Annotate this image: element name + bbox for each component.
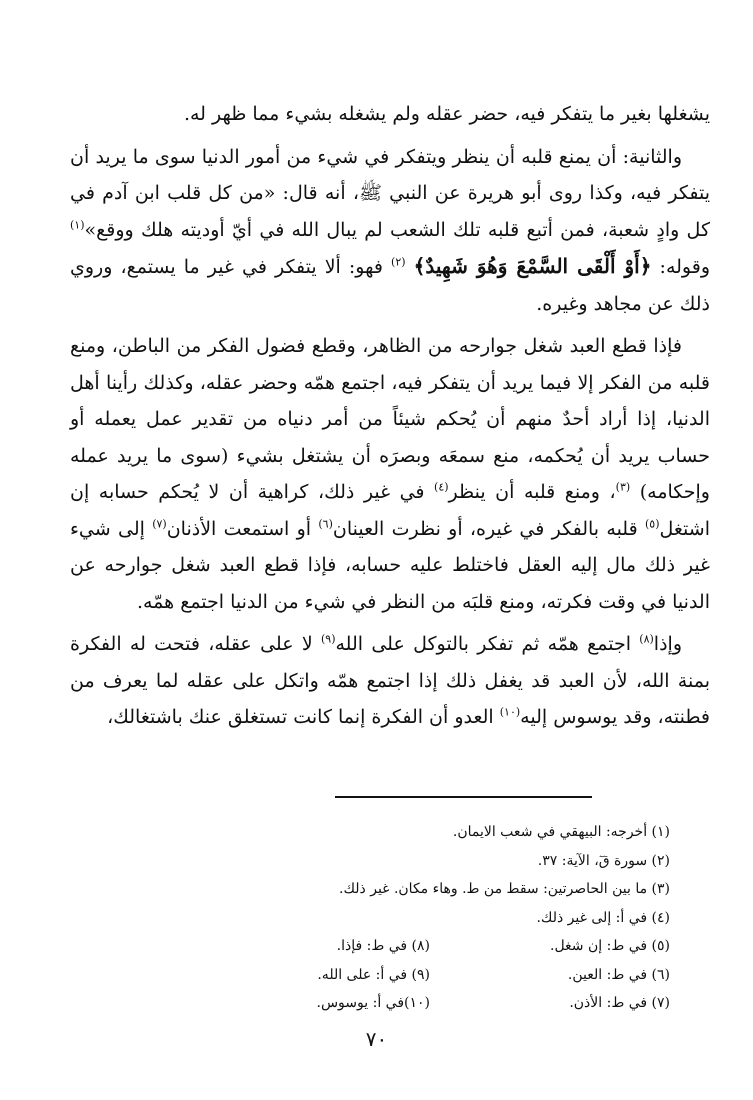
footnote-7: (٧) في ط: الأذن. bbox=[569, 995, 670, 1011]
paragraph-text: قلبه بالفكر في غيره، أو نظرت العينان bbox=[332, 517, 645, 540]
paragraph-text: لا على عقله، فتحت له الفكرة بمنة الله، لأن العبد قد يغفل ذلك إذا اجتمع همّه واتكل على عقله لما يعرف من فطنته، وقد يوسوس إليه bbox=[70, 633, 710, 728]
paragraph-text: أو استمعت الأذنان bbox=[166, 517, 319, 540]
paragraph-text: وقوله: bbox=[651, 256, 710, 278]
page-number: ٧٠ bbox=[365, 1027, 388, 1051]
paragraph-text: والثانية: أن يمنع قلبه أن ينظر ويتفكر في شيء من أمور الدنيا سوى ما يريد أن يتفكر فيه، وكذا روى أبو هريرة عن النبي ﷺ، أنه قال: «من كل قلب ابن آدم في كل وادٍ شعبة، فمن أتبع قلبه تلك الشعب لم يبال الله في أيّ أوديته هلك ووقع» bbox=[70, 145, 710, 241]
footnote-9: (٩) في أ: على الله. bbox=[317, 966, 430, 983]
footnote-ref: (٤) bbox=[434, 480, 449, 494]
paragraph-text: العدو أن الفكرة إنما كانت تستغلق عنك باشتغالك، bbox=[107, 706, 500, 728]
footnote-ref: (٢) bbox=[391, 255, 406, 269]
footnote-row bbox=[70, 961, 670, 990]
footnote-row bbox=[70, 989, 670, 1018]
footnote-row bbox=[70, 904, 670, 933]
footnote-2: (٢) سورة قٓ، الآية: ٣٧. bbox=[537, 852, 670, 869]
footnote-8: (٨) في ط: فإذا. bbox=[336, 938, 430, 954]
footnote-ref: (٧) bbox=[152, 517, 167, 531]
footnote-row bbox=[70, 847, 670, 876]
footnote-ref: (١٠) bbox=[499, 705, 521, 719]
paragraph-worldly-focus bbox=[70, 328, 710, 620]
footnote-ref: (٨) bbox=[639, 632, 654, 646]
footnote-row bbox=[70, 818, 670, 847]
footnote-1: (١) أخرجه: البيهقي في شعب الايمان. bbox=[452, 824, 670, 840]
quran-verse: ﴿أَوْ أَلْقَى السَّمْعَ وَهُوَ شَهِيدٌ﴾ bbox=[413, 254, 652, 278]
paragraph-text: إلى شيء غير ذلك مال إليه العقل فاختلط عليه حسابه، فإذا قطع العبد شغل جوارحه عن الدنيا في وقت فكرته، ومنع قلبَه من النظر في شيء من الدنيا اجتمع همّه. bbox=[70, 517, 710, 613]
paragraph-second-point bbox=[70, 139, 710, 323]
main-text bbox=[70, 96, 710, 736]
paragraph-text: في غير ذلك، كراهية أن لا يُحكم حسابه إن اشتغل bbox=[70, 481, 710, 540]
paragraph-reliance bbox=[70, 626, 710, 736]
footnote-10: (١٠)في أ: يوسوس. bbox=[316, 995, 430, 1011]
paragraph-text: فإذا قطع العبد شغل جوارحه من الظاهر، وقطع فضول الفكر من الباطن، ومنع قلبه من الفكر إلا فيما يريد أن يتفكر فيه، اجتمع همّه وحضر عقله، وكذلك رأينا أهل الدنيا، إذا أراد أحدٌ منهم أن يُحكم شيئاً من أمر دنياه من تقدير عمل يعمله أو حساب يريد أن يُحكمه، منع سمعَه وبصرَه أن يشتغل بشيء (سوى ما يريد عمله وإحكامه) bbox=[70, 335, 710, 503]
footnote-ref: (٩) bbox=[320, 632, 336, 646]
paragraph-text: فهو: ألا يتفكر في غير ما يستمع، وروي ذلك عن مجاهد وغيره. bbox=[70, 256, 710, 315]
footnote-ref: (٣) bbox=[615, 480, 631, 494]
footnote-ref: (٥) bbox=[644, 517, 660, 531]
footnote-6: (٦) في ط: العين. bbox=[567, 966, 670, 983]
footnotes bbox=[70, 818, 670, 1018]
footnote-separator bbox=[335, 796, 592, 798]
footnote-ref: (١) bbox=[70, 218, 85, 232]
paragraph-text: يشغلها بغير ما يتفكر فيه، حضر عقله ولم يشغله بشيء مما ظهر له. bbox=[183, 103, 710, 125]
paragraph-text: وإذا bbox=[653, 633, 682, 655]
paragraph-text: ، ومنع قلبه أن ينظر bbox=[448, 481, 616, 503]
footnote-5: (٥) في ط: إن شغل. bbox=[550, 938, 670, 954]
paragraph-continuation bbox=[70, 96, 710, 133]
footnote-4: (٤) في أ: إلى غير ذلك. bbox=[536, 909, 670, 926]
footnote-row bbox=[70, 875, 670, 904]
footnote-3: (٣) ما بين الحاصرتين: سقط من ط. وهاء مكان. غير ذلك. bbox=[339, 881, 670, 897]
footnote-ref: (٦) bbox=[318, 517, 333, 531]
paragraph-text: اجتمع همّه ثم تفكر بالتوكل على الله bbox=[335, 633, 640, 655]
footnote-row bbox=[70, 932, 670, 961]
